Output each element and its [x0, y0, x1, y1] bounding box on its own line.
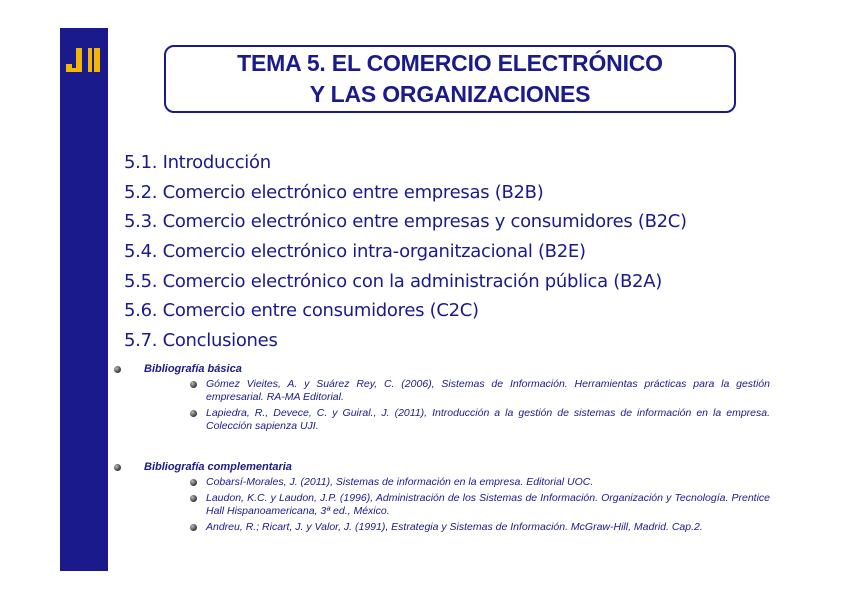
topic-item: 5.6. Comercio entre consumidores (C2C)	[124, 300, 479, 322]
heading-text: Bibliografía básica	[144, 363, 242, 375]
topic-item: 5.2. Comercio electrónico entre empresas (B2B)	[124, 181, 544, 203]
reference-text: Cobarsí-Morales, J. (2011), Sistemas de información en la empresa. Editorial UOC.	[206, 476, 594, 488]
topic-item: 5.4. Comercio electrónico intra-organitzacional (B2E)	[124, 241, 586, 263]
topic-item: 5.7. Conclusiones	[124, 330, 278, 352]
sidebar-band	[60, 28, 108, 571]
reference-item	[190, 521, 770, 534]
bibliography-complementary	[114, 460, 770, 537]
bullet-icon	[190, 479, 197, 486]
reference-item	[190, 378, 770, 404]
uji-logo	[64, 46, 104, 74]
bibliography-complementary-heading	[114, 460, 770, 474]
topic-list	[124, 148, 687, 356]
bullet-icon	[114, 366, 121, 373]
bullet-icon	[190, 410, 197, 417]
reference-text: Andreu, R.; Ricart, J. y Valor, J. (1991), Estrategia y Sistemas de Información. McGraw-Hill, Madrid. Cap.2.	[206, 521, 703, 533]
title-line-2: Y LAS ORGANIZACIONES	[309, 81, 591, 107]
title-box	[164, 45, 736, 113]
reference-list	[114, 378, 770, 433]
reference-list	[114, 476, 770, 534]
reference-text: Laudon, K.C. y Laudon, J.P. (1996), Administración de los Sistemas de Información. Organización y Tecnología. Prentice Hall Hispanoamericana, 3ª ed., México.	[206, 492, 770, 517]
reference-text: Gómez Vieites, A. y Suárez Rey, C. (2006), Sistemas de Información. Herramientas prácticas para la gestión empresarial. RA-MA Editorial.	[206, 378, 770, 403]
bullet-icon	[190, 381, 197, 388]
topic-item: 5.3. Comercio electrónico entre empresas y consumidores (B2C)	[124, 211, 687, 233]
reference-item	[190, 407, 770, 433]
bibliography-basic	[114, 362, 770, 436]
reference-text: Lapiedra, R., Devece, C. y Guiral., J. (2011), Introducción a la gestión de sistemas de información en la empresa. Colección sapienza UJI.	[206, 407, 770, 432]
reference-item	[190, 476, 770, 489]
topic-item: 5.5. Comercio electrónico con la administración pública (B2A)	[124, 270, 662, 292]
reference-item	[190, 492, 770, 518]
topic-item: 5.1. Introducción	[124, 152, 271, 173]
title-line-1: TEMA 5. EL COMERCIO ELECTRÓNICO	[237, 50, 663, 76]
bullet-icon	[190, 524, 197, 531]
heading-text: Bibliografía complementaria	[144, 461, 292, 473]
bullet-icon	[190, 495, 197, 502]
bullet-icon	[114, 464, 121, 471]
bibliography-basic-heading	[114, 362, 770, 376]
